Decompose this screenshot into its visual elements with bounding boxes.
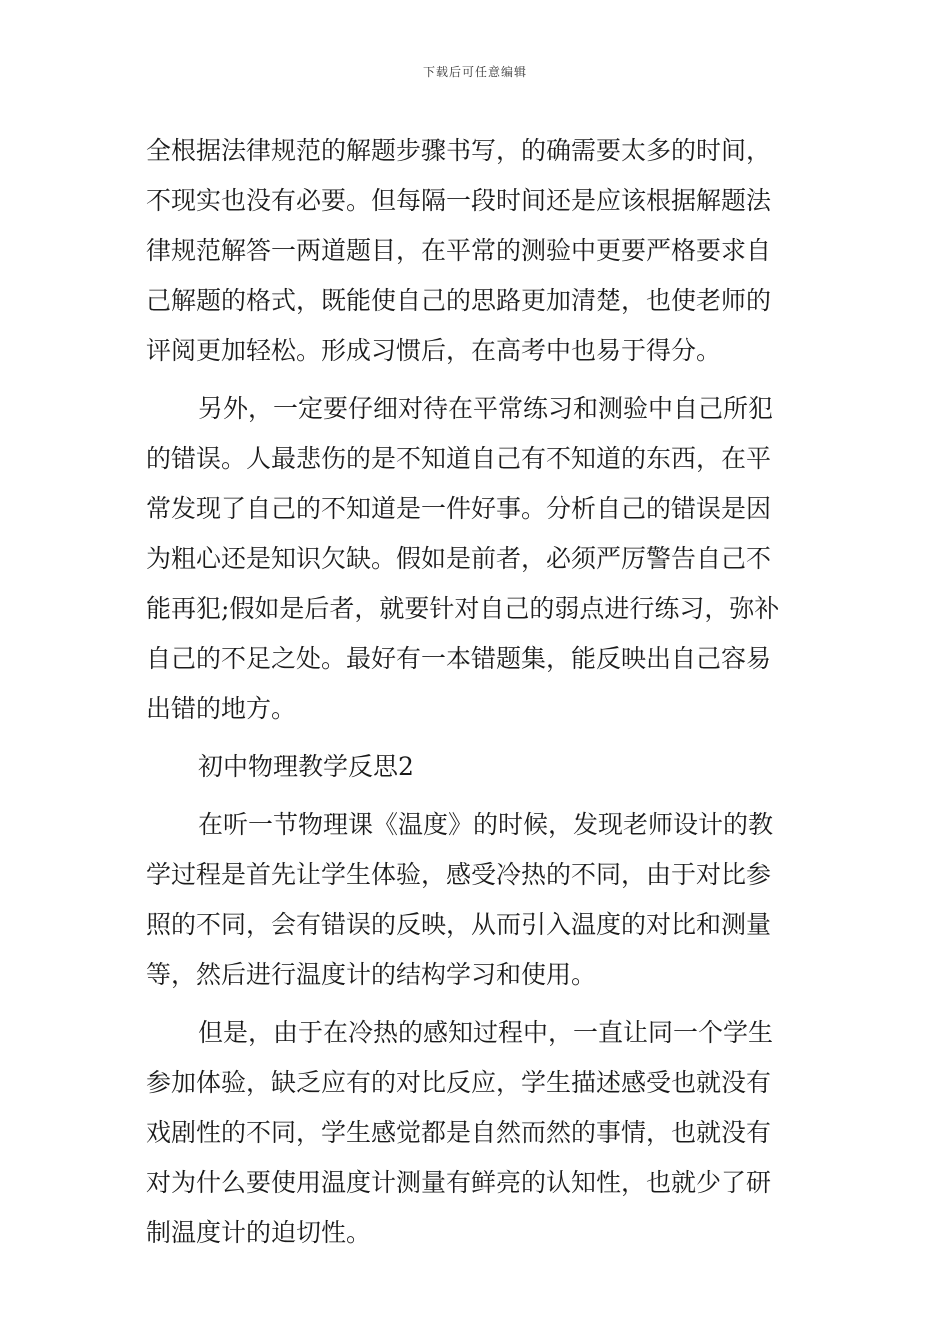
text-line: 评阅更加轻松。形成习惯后，在高考中也易于得分。 xyxy=(146,336,722,365)
paragraph xyxy=(146,126,806,376)
text-line: 不现实也没有必要。但每隔一段时间还是应该根据解题法 xyxy=(146,186,772,215)
paragraph xyxy=(146,800,806,1000)
text-line: 自己的不足之处。最好有一本错题集，能反映出自己容易 xyxy=(146,644,772,673)
text-line: 的错误。人最悲伤的是不知道自己有不知道的东西，在平 xyxy=(146,444,772,473)
text-line: 为粗心还是知识欠缺。假如是前者，必须严厉警告自己不 xyxy=(146,544,772,573)
text-line: 参加体验，缺乏应有的对比反应，学生描述感受也就没有 xyxy=(146,1068,772,1097)
text-line: 己解题的格式，既能使自己的思路更加清楚，也使老师的 xyxy=(146,286,772,315)
text-line: 但是，由于在冷热的感知过程中，一直让同一个学生 xyxy=(198,1018,774,1047)
text-line: 出错的地方。 xyxy=(146,694,297,723)
section-title: 初中物理教学反思2 xyxy=(198,752,414,781)
page-header-note: 下载后可任意编辑 xyxy=(422,65,527,79)
text-line: 律规范解答一两道题目，在平常的测验中更要严格要求自 xyxy=(146,236,772,265)
text-line: 常发现了自己的不知道是一件好事。分析自己的错误是因 xyxy=(146,494,772,523)
text-line: 照的不同，会有错误的反映，从而引入温度的对比和测量 xyxy=(146,910,772,939)
section-heading xyxy=(146,742,806,792)
paragraph xyxy=(146,384,806,734)
text-line: 制温度计的迫切性。 xyxy=(146,1218,372,1247)
text-line: 在听一节物理课《温度》的时候，发现老师设计的教 xyxy=(198,810,774,839)
document-body xyxy=(146,126,806,1258)
text-line: 能再犯;假如是后者，就要针对自己的弱点进行练习，弥补 xyxy=(146,594,780,623)
text-line: 全根据法律规范的解题步骤书写，的确需要太多的时间， xyxy=(146,136,772,165)
text-line: 戏剧性的不同，学生感觉都是自然而然的事情，也就没有 xyxy=(146,1118,772,1147)
text-line: 另外，一定要仔细对待在平常练习和测验中自己所犯 xyxy=(198,394,774,423)
text-line: 等，然后进行温度计的结构学习和使用。 xyxy=(146,960,597,989)
text-line: 对为什么要使用温度计测量有鲜亮的认知性，也就少了研 xyxy=(146,1168,772,1197)
text-line: 学过程是首先让学生体验，感受冷热的不同，由于对比参 xyxy=(146,860,772,889)
paragraph xyxy=(146,1008,806,1258)
